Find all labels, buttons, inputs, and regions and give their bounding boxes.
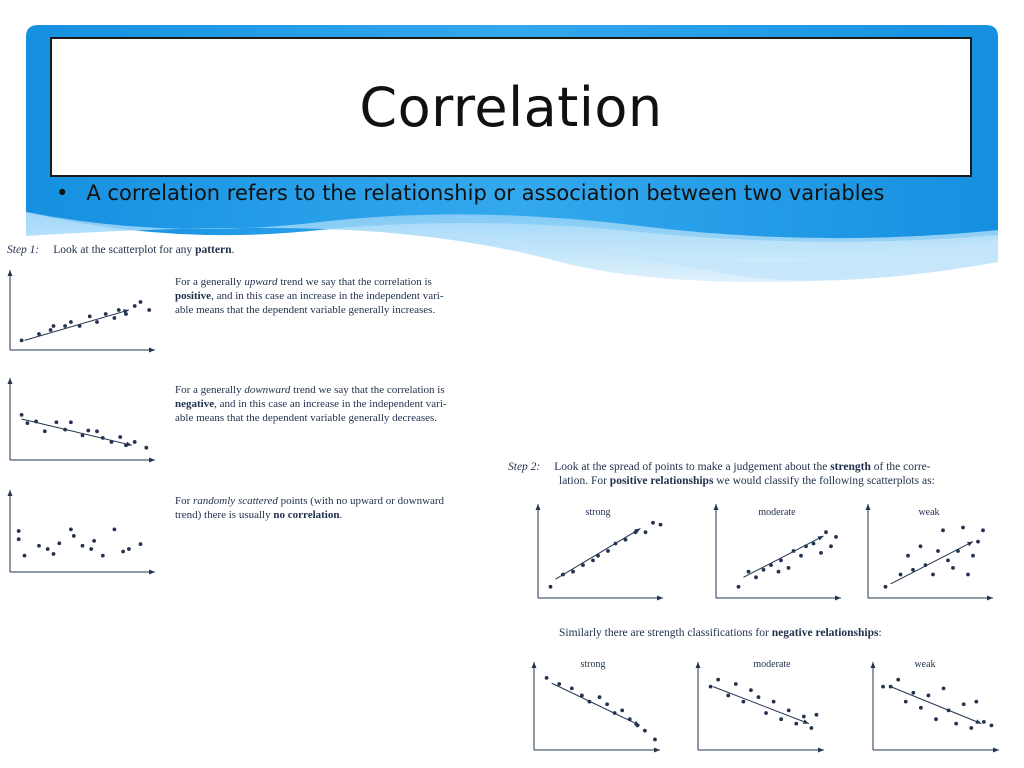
positive-strong-plot-point bbox=[591, 559, 595, 563]
desc-bold: negative bbox=[175, 398, 215, 410]
negative-moderate-plot-point bbox=[764, 711, 768, 715]
negative-strong-plot-point bbox=[653, 738, 657, 742]
desc-text: points (with no upward or downward bbox=[277, 495, 445, 507]
negative-plot-point bbox=[20, 413, 24, 417]
caption-positive-weak: weak bbox=[918, 507, 940, 518]
positive-plot-point bbox=[20, 339, 24, 343]
positive-weak-plot-point bbox=[936, 549, 940, 553]
positive-strong-plot-x-arrow-icon bbox=[657, 596, 663, 601]
step2-bold: positive relationships bbox=[609, 475, 714, 487]
no-correlation-plot-y-arrow-icon bbox=[8, 490, 13, 496]
negative-strong-plot-point bbox=[570, 687, 574, 691]
negative-weak-plot-point bbox=[919, 706, 923, 710]
desc-text: able means that the dependent variable generally increases. bbox=[175, 304, 436, 316]
step2-text: we would classify the following scatterplots as: bbox=[713, 475, 935, 487]
negative-moderate-plot-trend-arrow-icon bbox=[803, 719, 809, 723]
positive-plot-trend-line bbox=[25, 310, 129, 340]
no-correlation-plot-point bbox=[101, 554, 105, 558]
negative-plot-point bbox=[118, 435, 122, 439]
negative-plot-point bbox=[55, 420, 59, 424]
caption-positive-strong: strong bbox=[585, 507, 611, 518]
caption-negative-strong: strong bbox=[580, 659, 606, 670]
positive-weak-plot-point bbox=[981, 528, 985, 532]
positive-strong-plot-point bbox=[644, 530, 648, 534]
step2-text: lation. For bbox=[559, 475, 610, 487]
positive-strong-plot-point bbox=[549, 585, 553, 589]
bullet-text: A correlation refers to the relationship or association between two variables bbox=[86, 181, 885, 205]
negative-weak-plot-point bbox=[990, 723, 994, 727]
desc-text: , and in this case an increase in the independent vari- bbox=[211, 290, 444, 302]
positive-weak-plot-point bbox=[884, 585, 888, 589]
positive-strong-plot-point bbox=[571, 570, 575, 574]
step1-text: Look at the scatterplot for any bbox=[53, 244, 196, 256]
negative-moderate-plot-trend-line bbox=[713, 687, 809, 724]
positive-weak-plot-point bbox=[966, 573, 970, 577]
desc-bold: no correlation bbox=[273, 509, 340, 521]
negative-moderate-plot-point bbox=[734, 682, 738, 686]
positive-weak-plot-x-arrow-icon bbox=[987, 596, 993, 601]
positive-moderate-plot-point bbox=[787, 566, 791, 570]
positive-moderate-plot-trend-line bbox=[744, 536, 824, 577]
caption-negative-weak: weak bbox=[914, 659, 936, 670]
positive-strong-plot-point bbox=[651, 521, 655, 525]
negative-moderate-plot-point bbox=[779, 717, 783, 721]
step2-text: Look at the spread of points to make a judgement about the bbox=[554, 461, 831, 473]
positive-strong-plot-trend-line bbox=[556, 528, 641, 579]
positive-moderate-plot-point bbox=[762, 568, 766, 572]
positive-plot-point bbox=[69, 320, 73, 324]
no-correlation-plot-point bbox=[127, 547, 131, 551]
negative-plot-point bbox=[69, 420, 73, 424]
neg-intro-text: Similarly there are strength classifications for bbox=[559, 627, 772, 639]
negative-weak-plot-point bbox=[904, 700, 908, 704]
no-correlation-plot-x-arrow-icon bbox=[149, 570, 155, 575]
negative-weak-plot-point bbox=[969, 726, 973, 730]
negative-moderate-plot-x-arrow-icon bbox=[818, 748, 824, 753]
neg-intro-bold: negative relationships bbox=[771, 627, 879, 639]
negative-moderate-plot-point bbox=[716, 678, 720, 682]
negative-weak-plot-point bbox=[934, 717, 938, 721]
positive-plot-point bbox=[95, 320, 99, 324]
desc-em: downward bbox=[244, 384, 291, 396]
no-correlation-plot-point bbox=[89, 547, 93, 551]
positive-weak-plot-point bbox=[961, 526, 965, 530]
positive-weak-plot-point bbox=[919, 544, 923, 548]
step2-bold: strength bbox=[830, 461, 871, 473]
slide-title: Correlation bbox=[359, 75, 663, 139]
negative-moderate-plot-point bbox=[749, 688, 753, 692]
neg-intro-text: : bbox=[878, 627, 882, 639]
negative-weak-plot-trend-arrow-icon bbox=[975, 719, 981, 723]
no-correlation-plot-point bbox=[81, 544, 85, 548]
positive-weak-plot-point bbox=[931, 573, 935, 577]
negative-weak-plot-point bbox=[881, 685, 885, 689]
positive-weak-plot-point bbox=[899, 573, 903, 577]
positive-moderate-plot-point bbox=[834, 535, 838, 539]
negative-weak-plot-point bbox=[974, 700, 978, 704]
negative-strong-plot-point bbox=[598, 695, 602, 699]
negative-strong-plot-point bbox=[643, 729, 647, 733]
no-correlation-plot-point bbox=[52, 552, 56, 556]
no-correlation-plot-point bbox=[69, 527, 73, 531]
negative-weak-plot-point bbox=[982, 720, 986, 724]
positive-weak-plot-point bbox=[971, 554, 975, 558]
negative-moderate-plot-point bbox=[802, 715, 806, 719]
negative-weak-plot-point bbox=[962, 702, 966, 706]
desc-text: , and in this case an increase in the independent vari- bbox=[214, 398, 447, 410]
step1-label: Step 1: bbox=[7, 244, 40, 256]
negative-plot-point bbox=[26, 421, 30, 425]
positive-weak-plot-y-arrow-icon bbox=[866, 504, 871, 510]
negative-moderate-plot-point bbox=[772, 700, 776, 704]
negative-weak-plot-point bbox=[927, 694, 931, 698]
desc-text: trend we say that the correlation is bbox=[290, 384, 445, 396]
desc-em: upward bbox=[244, 276, 278, 288]
desc-em: randomly scattered bbox=[193, 495, 278, 507]
desc-text: For a generally bbox=[175, 276, 245, 288]
negative-weak-plot-point bbox=[896, 678, 900, 682]
negative-moderate-plot-point bbox=[726, 694, 730, 698]
no-correlation-plot-point bbox=[17, 529, 21, 533]
desc-text: For bbox=[175, 495, 194, 507]
caption-negative-moderate: moderate bbox=[753, 659, 791, 670]
step2-label: Step 2: bbox=[508, 461, 541, 473]
negative-weak-plot-point bbox=[954, 722, 958, 726]
desc-text: For a generally bbox=[175, 384, 245, 396]
negative-weak-plot-point bbox=[942, 687, 946, 691]
negative-moderate-plot-point bbox=[787, 709, 791, 713]
desc-bold: positive bbox=[175, 290, 212, 302]
positive-moderate-plot-point bbox=[777, 570, 781, 574]
negative-plot-trend-arrow-icon bbox=[126, 442, 132, 447]
negative-plot-point bbox=[86, 429, 90, 433]
positive-weak-plot-point bbox=[906, 554, 910, 558]
step2-text: of the corre- bbox=[870, 461, 931, 473]
positive-plot-point bbox=[113, 316, 117, 320]
positive-weak-plot-trend-line bbox=[891, 542, 974, 584]
positive-strong-plot-y-arrow-icon bbox=[536, 504, 541, 510]
desc-text: able means that the dependent variable generally decreases. bbox=[175, 412, 438, 424]
positive-moderate-plot-point bbox=[747, 570, 751, 574]
positive-plot-point bbox=[117, 308, 121, 312]
positive-plot-point bbox=[139, 300, 143, 304]
step1-text-end: . bbox=[231, 244, 235, 256]
positive-weak-plot-point bbox=[951, 566, 955, 570]
positive-plot-point bbox=[88, 315, 92, 319]
positive-moderate-plot-y-arrow-icon bbox=[714, 504, 719, 510]
negative-weak-plot-x-arrow-icon bbox=[993, 748, 999, 753]
positive-plot-point bbox=[63, 324, 67, 328]
positive-weak-plot-point bbox=[976, 540, 980, 544]
negative-strong-plot-x-arrow-icon bbox=[654, 748, 660, 753]
positive-moderate-plot-point bbox=[829, 544, 833, 548]
positive-strong-plot-point bbox=[606, 549, 610, 553]
negative-moderate-plot-point bbox=[810, 726, 814, 730]
negative-weak-plot-point bbox=[911, 691, 915, 695]
positive-moderate-plot-point bbox=[737, 585, 741, 589]
negative-moderate-plot-point bbox=[757, 695, 761, 699]
positive-plot-point bbox=[49, 328, 53, 332]
negative-moderate-plot-point bbox=[741, 700, 745, 704]
positive-moderate-plot-x-arrow-icon bbox=[835, 596, 841, 601]
positive-weak-plot-point bbox=[946, 559, 950, 563]
negative-moderate-plot-point bbox=[815, 713, 819, 717]
no-correlation-plot-point bbox=[46, 547, 50, 551]
negative-strong-plot-trend-line bbox=[552, 683, 640, 725]
negative-plot-y-arrow-icon bbox=[8, 378, 13, 384]
negative-plot-trend-line bbox=[22, 419, 132, 445]
negative-strong-plot-point bbox=[620, 709, 624, 713]
desc-text: . bbox=[339, 509, 343, 521]
negative-strong-plot-point bbox=[605, 702, 609, 706]
negative-plot-point bbox=[43, 429, 47, 433]
caption-positive-moderate: moderate bbox=[758, 507, 796, 518]
no-correlation-plot-point bbox=[57, 541, 61, 545]
no-correlation-plot-point bbox=[121, 550, 125, 554]
desc-text: trend) there is usually bbox=[175, 509, 274, 521]
negative-plot-x-arrow-icon bbox=[149, 458, 155, 463]
positive-plot-point bbox=[52, 324, 56, 328]
positive-moderate-plot-point bbox=[799, 554, 803, 558]
negative-strong-plot-y-arrow-icon bbox=[532, 662, 537, 668]
positive-plot-point bbox=[147, 308, 151, 312]
no-correlation-plot-point bbox=[23, 554, 27, 558]
negative-moderate-plot-point bbox=[794, 722, 798, 726]
no-correlation-plot-point bbox=[72, 534, 76, 538]
negative-strong-plot-point bbox=[557, 682, 561, 686]
step1-bold: pattern bbox=[195, 244, 232, 256]
desc-text: trend we say that the correlation is bbox=[277, 276, 432, 288]
no-correlation-plot-point bbox=[92, 539, 96, 543]
positive-moderate-plot-point bbox=[824, 530, 828, 534]
positive-moderate-plot-point bbox=[754, 575, 758, 579]
negative-weak-plot-y-arrow-icon bbox=[871, 662, 876, 668]
positive-plot-point bbox=[133, 304, 137, 308]
positive-plot-y-arrow-icon bbox=[8, 270, 13, 276]
negative-strong-plot-point bbox=[545, 676, 549, 680]
no-correlation-plot-point bbox=[37, 544, 41, 548]
no-correlation-plot-point bbox=[113, 527, 117, 531]
negative-plot-point bbox=[133, 440, 137, 444]
negative-plot-point bbox=[95, 429, 99, 433]
negative-moderate-plot-point bbox=[709, 685, 713, 689]
positive-plot-x-arrow-icon bbox=[149, 348, 155, 353]
negative-moderate-plot-y-arrow-icon bbox=[696, 662, 701, 668]
bullet-dot-icon: • bbox=[56, 181, 69, 205]
positive-weak-plot-point bbox=[941, 528, 945, 532]
no-correlation-plot-point bbox=[139, 542, 143, 546]
positive-strong-plot-point bbox=[659, 523, 663, 527]
positive-plot-point bbox=[104, 312, 108, 316]
positive-moderate-plot-point bbox=[819, 551, 823, 555]
no-correlation-plot-point bbox=[17, 537, 21, 541]
negative-plot-point bbox=[144, 446, 148, 450]
